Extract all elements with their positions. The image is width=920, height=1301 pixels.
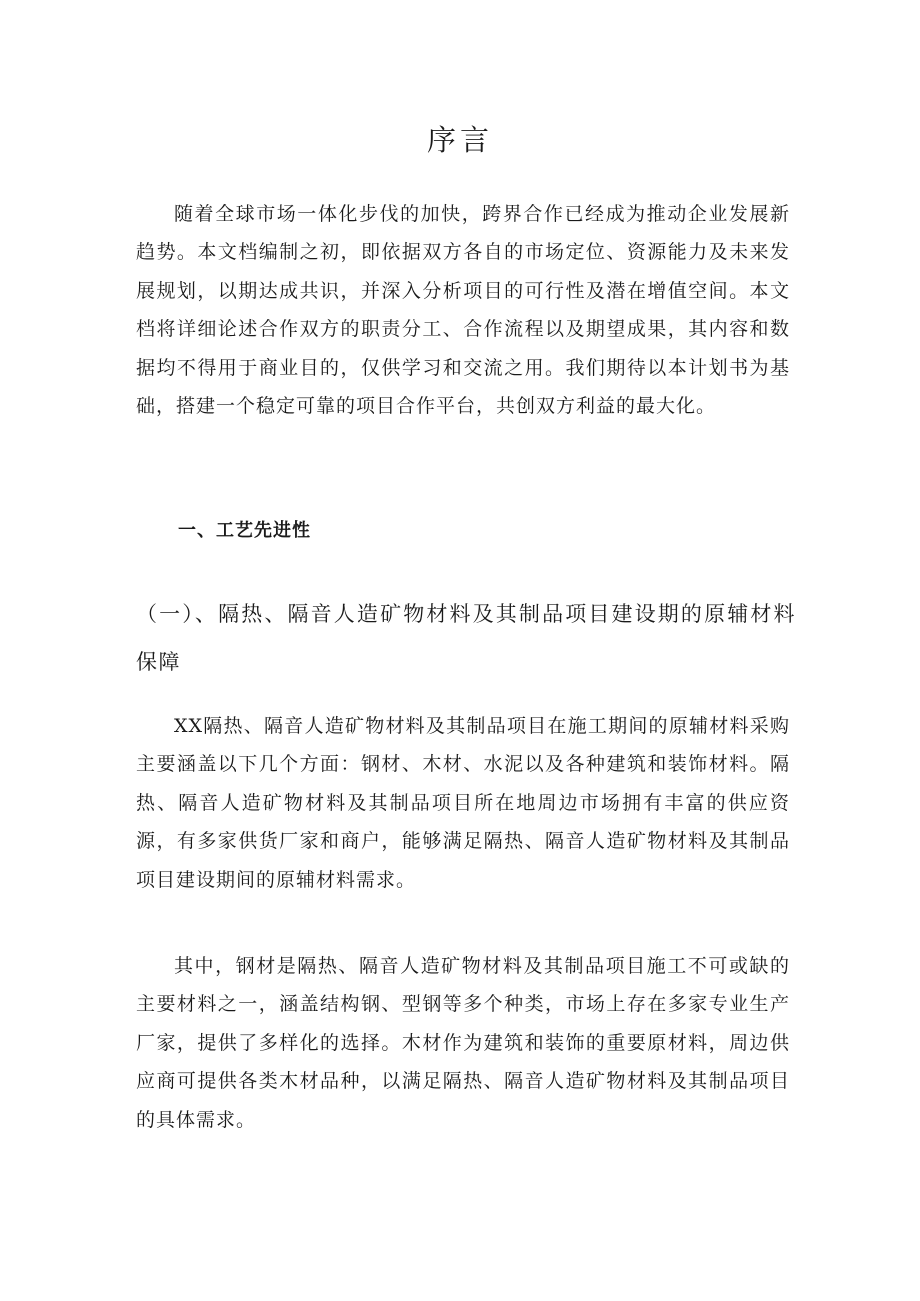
preface-paragraph: 随着全球市场一体化步伐的加快，跨界合作已经成为推动企业发展新趋势。本文档编制之初，即依据双方各自的市场定位、资源能力及未来发展规划，以期达成共识，并深入分析项目的可行性及潜在增值空间。本文档将详细论述合作双方的职责分工、合作流程以及期望成果，其内容和数据均不得用于商业目的，仅供学习和交流之用。我们期待以本计划书为基础，搭建一个稳定可靠的项目合作平台，共创双方利益的最大化。 xyxy=(136,203,790,418)
page-title: 序言 xyxy=(426,123,493,157)
body-paragraph: XX隔热、隔音人造矿物材料及其制品项目在施工期间的原辅材料采购主要涵盖以下几个方面：钢材、木材、水泥以及各种建筑和装饰材料。隔热、隔音人造矿物材料及其制品项目所在地周边市场拥有丰富的供应资源，有多家供货厂家和商户，能够满足隔热、隔音人造矿物材料及其制品项目建设期间的原辅材料需求。 xyxy=(136,715,790,891)
section-heading: 一、工艺先进性 xyxy=(178,520,311,541)
body-paragraph: 其中，钢材是隔热、隔音人造矿物材料及其制品项目施工不可或缺的主要材料之一，涵盖结构钢、型钢等多个种类，市场上存在多家专业生产厂家，提供了多样化的选择。木材作为建筑和装饰的重要原材料，周边供应商可提供各类木材品种，以满足隔热、隔音人造矿物材料及其制品项目的具体需求。 xyxy=(136,955,790,1131)
subsection-heading: （一）、隔热、隔音人造矿物材料及其制品项目建设期的原辅材料保障 xyxy=(136,602,796,674)
